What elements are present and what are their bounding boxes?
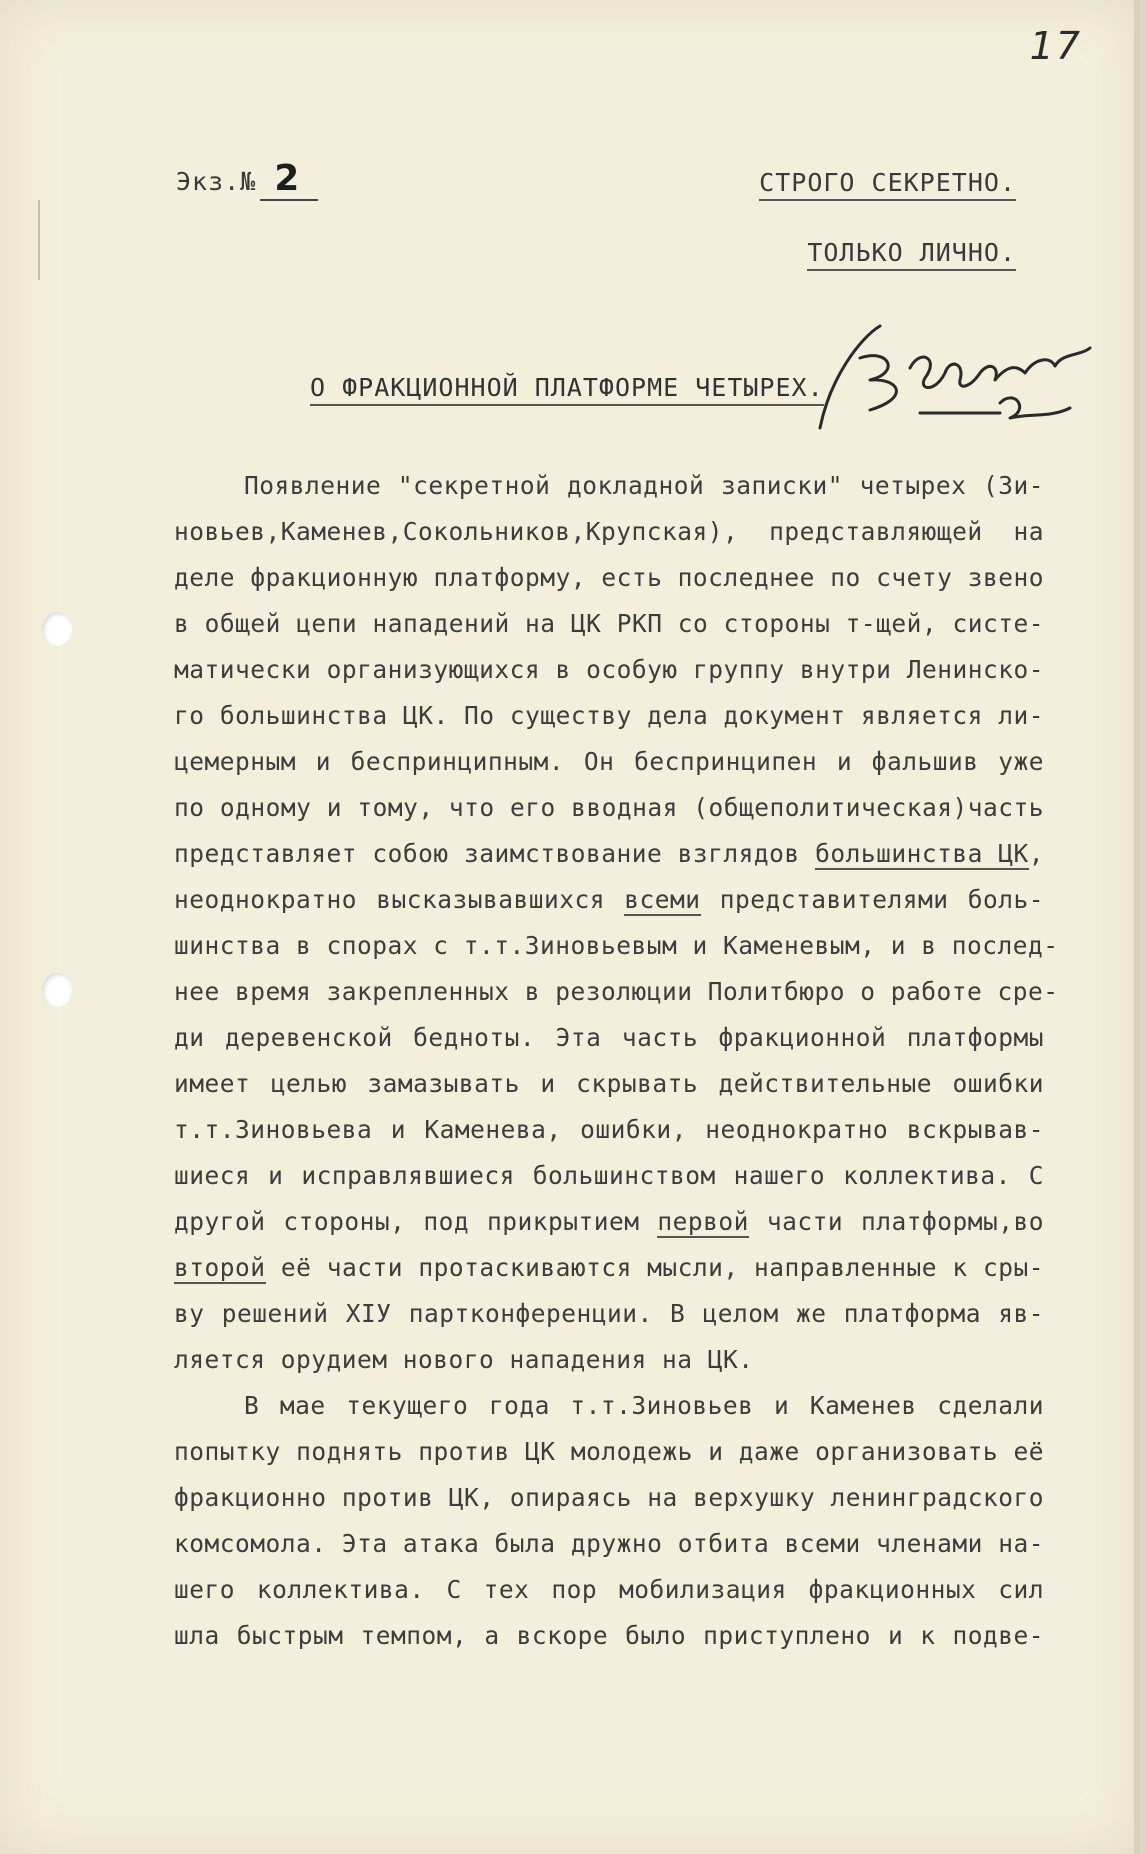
underlined-phrase: первой bbox=[657, 1207, 749, 1236]
text-line bbox=[174, 1291, 1044, 1337]
text-line bbox=[174, 785, 1044, 831]
text-line bbox=[174, 693, 1044, 739]
text-run: шиеся и исправлявшиеся большинством нашего коллектива. С bbox=[174, 1161, 1044, 1190]
text-run: ди деревенской бедноты. Эта часть фракционной платформы bbox=[174, 1023, 1044, 1052]
text-run: шинства в спорах с т.т.Зиновьевым и Каменевым, и в послед- bbox=[174, 931, 1059, 960]
copy-label: Экз.№ bbox=[176, 167, 257, 196]
text-run: го большинства ЦК. По существу дела документ является ли- bbox=[174, 701, 1044, 730]
text-line bbox=[174, 1521, 1044, 1567]
text-line bbox=[174, 463, 1044, 509]
text-line bbox=[174, 1153, 1044, 1199]
text-run: деле фракционную платформу, есть последнее по счету звено bbox=[174, 563, 1044, 592]
classification-personal: ТОЛЬКО ЛИЧНО. bbox=[807, 238, 1016, 271]
text-run: попытку поднять против ЦК молодежь и даже организовать её bbox=[174, 1437, 1044, 1466]
paper-crease bbox=[38, 200, 58, 280]
text-run: новьев,Каменев,Сокольников,Крупская), представляющей на bbox=[174, 517, 1044, 546]
text-line bbox=[174, 969, 1059, 1015]
text-line bbox=[174, 601, 1044, 647]
text-run: т.т.Зиновьева и Каменева, ошибки, неоднократно вскрывав- bbox=[174, 1115, 1044, 1144]
paragraph bbox=[174, 1383, 1044, 1659]
text-line bbox=[174, 509, 1044, 555]
text-run: по одному и тому, что его вводная (общеполитическая)часть bbox=[174, 793, 1044, 822]
copy-number bbox=[176, 158, 318, 201]
text-run: её части протаскиваются мысли, направленные к сры- bbox=[265, 1253, 1044, 1282]
text-run: Появление "секретной докладной записки" четырех (Зи- bbox=[244, 471, 1044, 500]
text-run: части платформы,во bbox=[748, 1207, 1044, 1236]
classification-secret: СТРОГО СЕКРЕТНО. bbox=[759, 168, 1016, 201]
text-line bbox=[174, 1199, 1044, 1245]
document-title: О ФРАКЦИОННОЙ ПЛАТФОРМЕ ЧЕТЫРЕХ. bbox=[310, 373, 824, 406]
handwritten-note-signature bbox=[800, 318, 1110, 448]
text-line bbox=[174, 1429, 1044, 1475]
text-run: в общей цепи нападений на ЦК РКП со стороны т-щей, систе- bbox=[174, 609, 1044, 638]
folio-number: 17 bbox=[1029, 24, 1082, 68]
underlined-phrase: всеми bbox=[624, 885, 701, 914]
text-run: матически организующихся в особую группу внутри Ленинско- bbox=[174, 655, 1044, 684]
punch-hole-top bbox=[42, 612, 72, 646]
text-run: фракционно против ЦК, опираясь на верхушку ленинградского bbox=[174, 1483, 1044, 1512]
text-line bbox=[174, 1475, 1044, 1521]
text-line bbox=[174, 1245, 1044, 1291]
text-line bbox=[174, 1383, 1044, 1429]
text-run: , bbox=[1028, 839, 1044, 868]
text-run: ляется орудием нового нападения на ЦК. bbox=[174, 1345, 754, 1374]
text-line bbox=[174, 647, 1044, 693]
text-run: представителями боль- bbox=[700, 885, 1044, 914]
text-line bbox=[174, 1061, 1044, 1107]
text-run: имеет целью замазывать и скрывать действительные ошибки bbox=[174, 1069, 1044, 1098]
text-run: нее время закрепленных в резолюции Политбюро о работе сре- bbox=[174, 977, 1059, 1006]
text-line bbox=[174, 739, 1044, 785]
text-line bbox=[174, 1107, 1044, 1153]
text-run: цемерным и беспринципным. Он беспринципен и фальшив уже bbox=[174, 747, 1044, 776]
text-line bbox=[174, 1613, 1044, 1659]
text-run: представляет собою заимствование взглядов bbox=[174, 839, 816, 868]
text-line bbox=[174, 831, 1044, 877]
text-line bbox=[174, 877, 1044, 923]
paragraph bbox=[174, 463, 1059, 1383]
text-run: ву решений XIУ партконференции. В целом же платформа яв- bbox=[174, 1299, 1044, 1328]
document-body bbox=[174, 463, 1059, 1659]
text-run: В мае текущего года т.т.Зиновьев и Каменев сделали bbox=[244, 1391, 1044, 1420]
text-line bbox=[174, 1567, 1044, 1613]
copy-number-value: 2 bbox=[260, 158, 318, 201]
text-line bbox=[174, 1015, 1044, 1061]
text-line bbox=[174, 555, 1044, 601]
text-run: шего коллектива. С тех пор мобилизация фракционных сил bbox=[174, 1575, 1044, 1604]
text-run: другой стороны, под прикрытием bbox=[174, 1207, 658, 1236]
page-edge bbox=[1134, 0, 1140, 1854]
text-run: шла быстрым темпом, а вскоре было приступлено и к подве- bbox=[174, 1621, 1044, 1650]
punch-hole-bottom bbox=[42, 973, 72, 1007]
text-run: комсомола. Эта атака была дружно отбита всеми членами на- bbox=[174, 1529, 1044, 1558]
text-line bbox=[174, 1337, 1044, 1383]
text-line bbox=[174, 923, 1059, 969]
underlined-phrase: второй bbox=[174, 1253, 266, 1282]
underlined-phrase: большинства ЦК bbox=[815, 839, 1029, 868]
text-run: неоднократно высказывавшихся bbox=[174, 885, 625, 914]
